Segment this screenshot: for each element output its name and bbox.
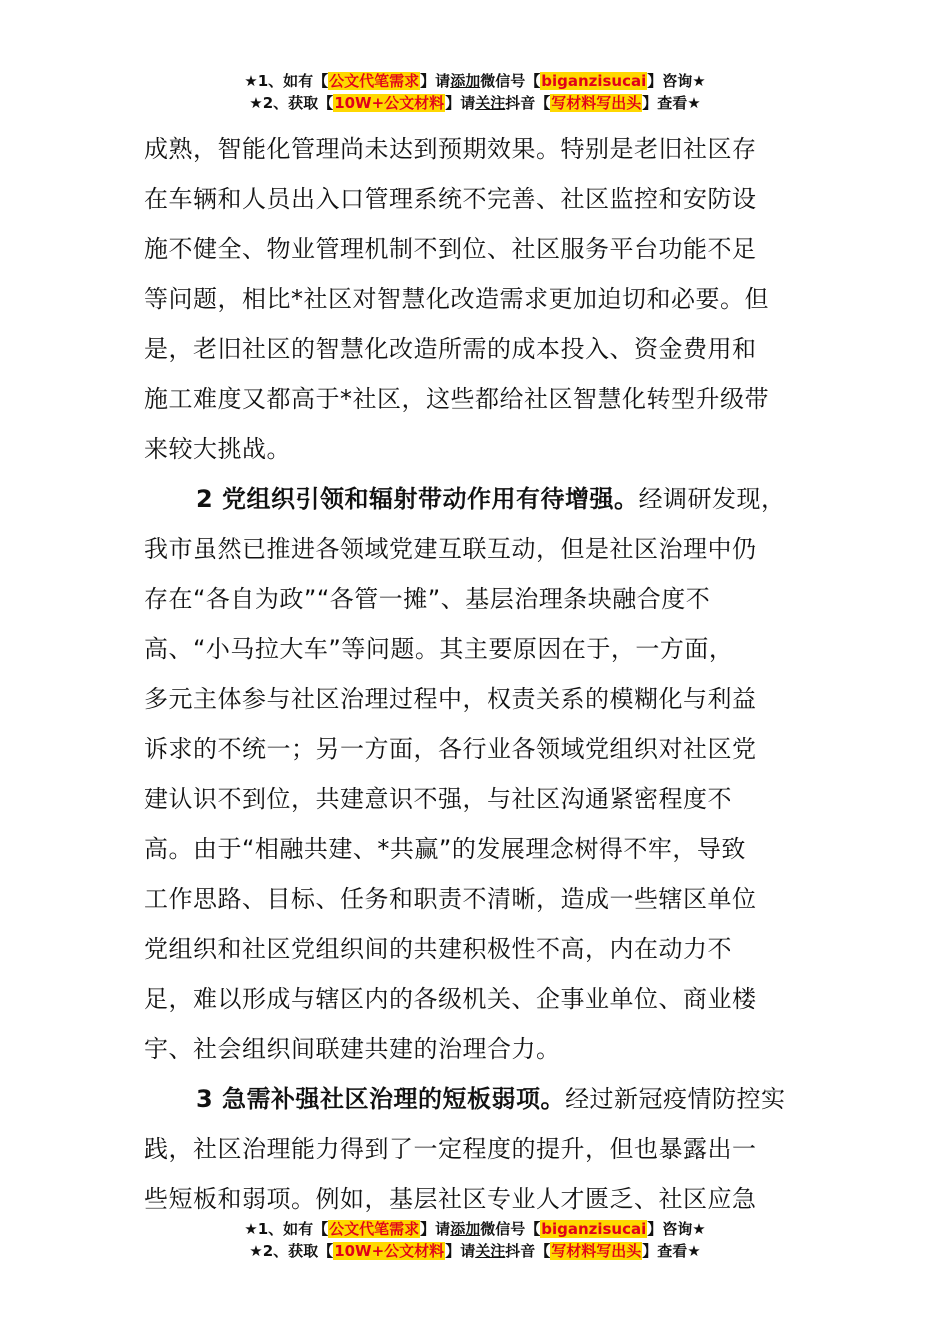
promo-text: 】请	[420, 72, 451, 90]
promo-text: ★2、获取【	[249, 1242, 334, 1260]
highlight-service: 公文代笔需求	[329, 72, 420, 90]
text-line: 宇、社会组织间联建共建的治理合力。	[144, 1035, 561, 1063]
section-2-first-line	[144, 474, 806, 524]
text-line: 我市虽然已推进各领域党建互联互动，但是社区治理中仍	[144, 535, 757, 563]
section-2-heading: 2 党组织引领和辐射带动作用有待增强。	[196, 485, 639, 513]
highlight-wechat-id: biganzisucai	[541, 72, 647, 90]
promo-text: 微信号【	[480, 72, 541, 90]
text-line: 践，社区治理能力得到了一定程度的提升，但也暴露出一	[144, 1135, 757, 1163]
promo-text: 】请	[445, 94, 476, 112]
highlight-wechat-id: biganzisucai	[541, 1220, 647, 1238]
text-line: 施工难度又都高于*社区，这些都给社区智慧化转型升级带	[144, 385, 769, 413]
text-line: 等问题，相比*社区对智慧化改造需求更加迫切和必要。但	[144, 285, 769, 313]
promo-line-2	[0, 1240, 950, 1262]
text-line: 高、“小马拉大车”等问题。其主要原因在于，一方面，	[144, 635, 734, 663]
highlight-douyin-account: 写材料写出头	[551, 1242, 642, 1260]
promo-text: 】咨询★	[647, 72, 706, 90]
section-3-first-line	[144, 1074, 806, 1124]
document-body	[144, 124, 806, 1224]
highlight-materials: 10W+公文材料	[334, 1242, 445, 1260]
text-line: 党组织和社区党组织间的共建积极性不高，内在动力不	[144, 935, 732, 963]
promo-text: 】查看★	[642, 1242, 701, 1260]
promo-line-2	[0, 92, 950, 114]
text-line: 些短板和弱项。例如，基层社区专业人才匮乏、社区应急	[144, 1185, 757, 1213]
underlined-text: 添加	[450, 1220, 481, 1238]
text-run: 经调研发现，	[638, 485, 786, 513]
promo-text: 抖音【	[505, 1242, 551, 1260]
promo-line-1	[0, 70, 950, 92]
highlight-service: 公文代笔需求	[329, 1220, 420, 1238]
promo-text: 】请	[420, 1220, 451, 1238]
promo-banner-top	[0, 70, 950, 114]
promo-text: ★1、如有【	[244, 1220, 329, 1238]
promo-text: ★1、如有【	[244, 72, 329, 90]
text-line: 诉求的不统一；另一方面，各行业各领域党组织对社区党	[144, 735, 757, 763]
underlined-text: 关注	[475, 1242, 506, 1260]
promo-text: 】咨询★	[647, 1220, 706, 1238]
text-line: 是，老旧社区的智慧化改造所需的成本投入、资金费用和	[144, 335, 757, 363]
text-line: 成熟，智能化管理尚未达到预期效果。特别是老旧社区存	[144, 135, 757, 163]
promo-line-1	[0, 1218, 950, 1240]
underlined-text: 添加	[450, 72, 481, 90]
promo-banner-bottom	[0, 1218, 950, 1262]
text-line: 来较大挑战。	[144, 435, 291, 463]
promo-text: 】请	[445, 1242, 476, 1260]
text-line: 建认识不到位，共建意识不强，与社区沟通紧密程度不	[144, 785, 732, 813]
text-line: 多元主体参与社区治理过程中，权责关系的模糊化与利益	[144, 685, 757, 713]
section-3-heading: 3 急需补强社区治理的短板弱项。	[196, 1085, 566, 1113]
text-line: 在车辆和人员出入口管理系统不完善、社区监控和安防设	[144, 185, 757, 213]
text-line: 存在“各自为政”“各管一摊”、基层治理条块融合度不	[144, 585, 711, 613]
promo-text: 】查看★	[642, 94, 701, 112]
text-line: 工作思路、目标、任务和职责不清晰，造成一些辖区单位	[144, 885, 757, 913]
text-line: 足，难以形成与辖区内的各级机关、企事业单位、商业楼	[144, 985, 757, 1013]
highlight-materials: 10W+公文材料	[334, 94, 445, 112]
underlined-text: 关注	[475, 94, 506, 112]
text-run: 经过新冠疫情防控实	[565, 1085, 786, 1113]
promo-text: ★2、获取【	[249, 94, 334, 112]
promo-text: 微信号【	[480, 1220, 541, 1238]
highlight-douyin-account: 写材料写出头	[551, 94, 642, 112]
text-line: 高。由于“相融共建、*共赢”的发展理念树得不牢，导致	[144, 835, 746, 863]
promo-text: 抖音【	[505, 94, 551, 112]
text-line: 施不健全、物业管理机制不到位、社区服务平台功能不足	[144, 235, 757, 263]
